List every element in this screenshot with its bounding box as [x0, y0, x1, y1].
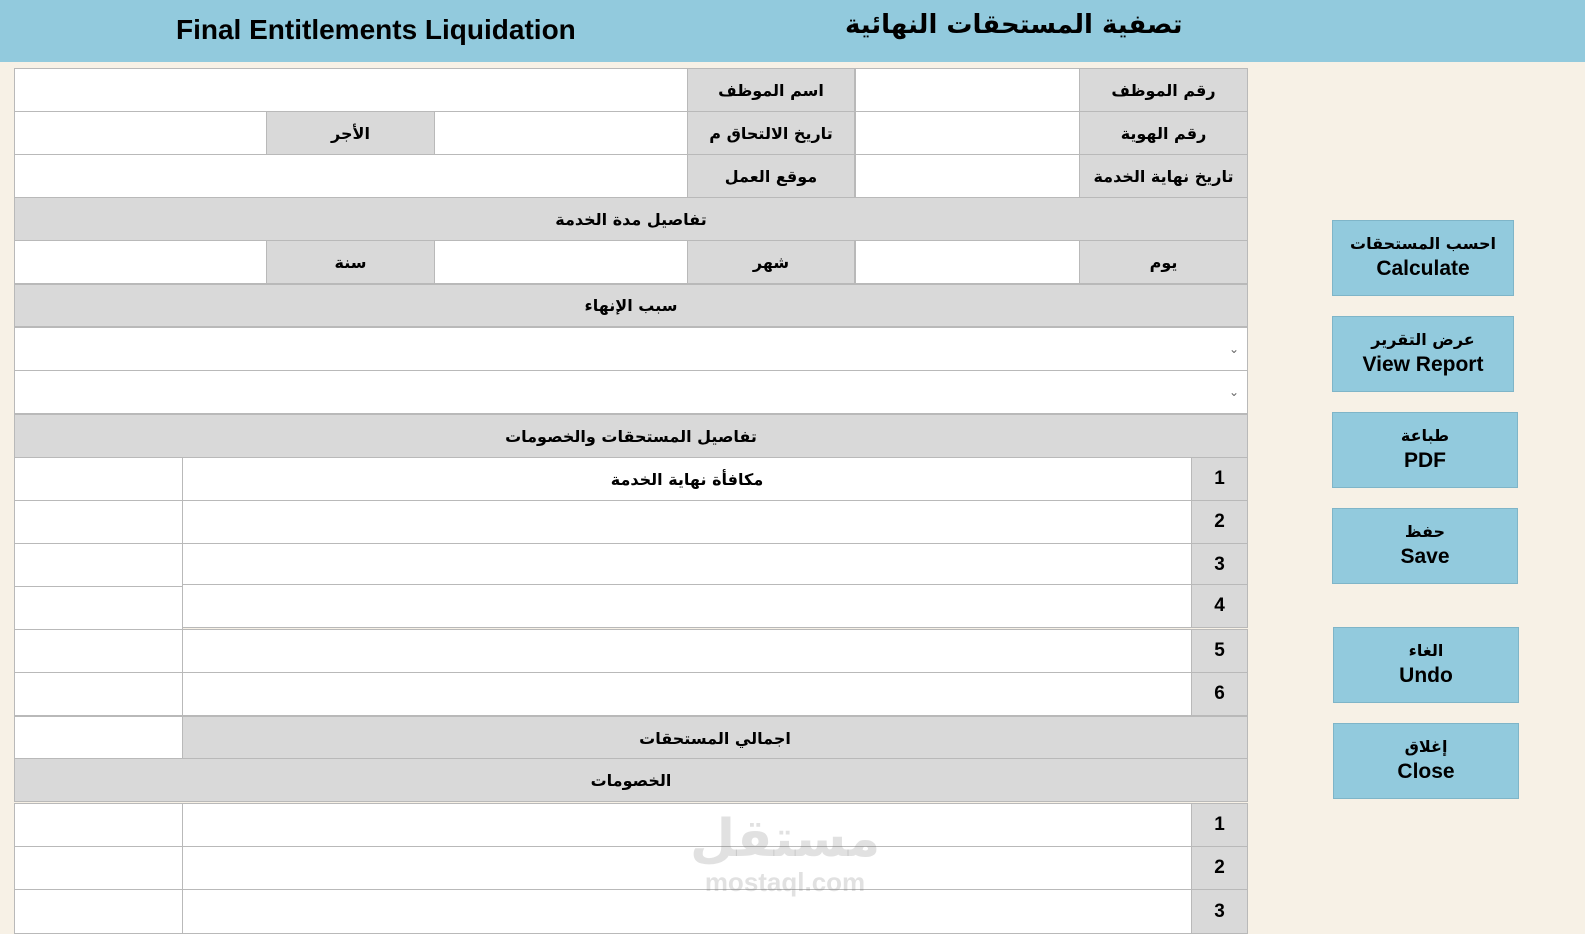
- termination-reason-header: سبب الإنهاء: [14, 284, 1248, 327]
- years-field[interactable]: [14, 240, 267, 284]
- entitlement-amount-field[interactable]: [14, 629, 183, 673]
- id-number-label: رقم الهوية: [1079, 111, 1248, 155]
- save-button[interactable]: [1332, 508, 1518, 584]
- entitlement-desc[interactable]: [182, 543, 1192, 585]
- end-date-field[interactable]: [855, 154, 1080, 198]
- work-location-label: موقع العمل: [687, 154, 855, 198]
- view-report-button-ar: عرض التقرير: [1371, 330, 1475, 349]
- deductions-header: الخصومات: [14, 758, 1248, 802]
- row-number: 4: [1191, 584, 1248, 628]
- employee-name-field[interactable]: [14, 68, 688, 112]
- day-label: يوم: [1079, 240, 1248, 284]
- join-date-label: تاريخ الالتحاق م: [687, 111, 855, 155]
- close-button-en: Close: [1397, 760, 1455, 783]
- chevron-down-icon[interactable]: ⌄: [1228, 385, 1240, 399]
- close-button[interactable]: [1333, 723, 1519, 799]
- entitlement-desc[interactable]: مكافأة نهاية الخدمة: [182, 457, 1192, 501]
- page-title-ar: تصفية المستحقات النهائية: [845, 10, 1183, 40]
- chevron-down-icon[interactable]: ⌄: [1228, 342, 1240, 356]
- deduction-desc[interactable]: [182, 803, 1192, 847]
- watermark-en: mostaql.com: [704, 867, 866, 897]
- entitlement-amount-field[interactable]: [14, 500, 183, 544]
- employee-number-label: رقم الموظف: [1079, 68, 1248, 112]
- employee-name-label: اسم الموظف: [687, 68, 855, 112]
- header-bar: [0, 0, 1585, 62]
- entitlement-amount-field[interactable]: [14, 457, 183, 501]
- calculate-button[interactable]: [1332, 220, 1514, 296]
- row-number: 2: [1191, 846, 1248, 890]
- deduction-desc[interactable]: [182, 889, 1192, 934]
- month-label: شهر: [687, 240, 855, 284]
- deduction-desc[interactable]: [182, 846, 1192, 890]
- row-number: 3: [1191, 889, 1248, 934]
- employee-number-field[interactable]: [855, 68, 1080, 112]
- join-date-field[interactable]: [434, 111, 688, 155]
- watermark-ar: مستقل: [690, 809, 881, 869]
- entitlement-desc[interactable]: [182, 500, 1192, 544]
- page-title-en: Final Entitlements Liquidation: [176, 14, 576, 45]
- entitlement-desc[interactable]: [182, 584, 1192, 628]
- view-report-button[interactable]: [1332, 316, 1514, 392]
- months-field[interactable]: [434, 240, 688, 284]
- days-field[interactable]: [855, 240, 1080, 284]
- calculate-button-ar: احسب المستحقات: [1350, 234, 1496, 253]
- row-number: 3: [1191, 543, 1248, 587]
- calculate-button-en: Calculate: [1376, 257, 1470, 280]
- watermark-logo: [690, 810, 880, 896]
- entitlement-amount-field[interactable]: [14, 586, 183, 630]
- row-number: 6: [1191, 672, 1248, 716]
- pdf-button-ar: طباعة: [1400, 426, 1450, 445]
- total-entitlements-label: اجمالي المستحقات: [182, 716, 1248, 760]
- entitlement-desc[interactable]: [182, 672, 1192, 716]
- entitlement-amount-field[interactable]: [14, 543, 183, 587]
- entitlement-desc[interactable]: [182, 629, 1192, 673]
- deduction-amount-field[interactable]: [14, 803, 183, 847]
- view-report-button-en: View Report: [1362, 353, 1484, 376]
- end-date-label: تاريخ نهاية الخدمة: [1079, 154, 1248, 198]
- total-entitlements-field[interactable]: [14, 716, 183, 760]
- row-number: 2: [1191, 500, 1248, 544]
- undo-button[interactable]: [1333, 627, 1519, 703]
- entitlement-amount-field[interactable]: [14, 672, 183, 716]
- year-label: سنة: [266, 240, 435, 284]
- undo-button-ar: الغاء: [1408, 641, 1444, 660]
- service-details-header: تفاصيل مدة الخدمة: [14, 197, 1248, 241]
- work-location-field[interactable]: [14, 154, 688, 198]
- entitlements-header: تفاصيل المستحقات والخصومات: [14, 414, 1248, 458]
- termination-reason-select[interactable]: [14, 327, 1248, 371]
- wage-field[interactable]: [14, 111, 267, 155]
- save-button-ar: حفظ: [1404, 522, 1446, 541]
- termination-detail-select[interactable]: [14, 370, 1248, 414]
- pdf-button-en: PDF: [1404, 449, 1446, 472]
- row-number: 1: [1191, 803, 1248, 847]
- deduction-amount-field[interactable]: [14, 889, 183, 934]
- row-number: 1: [1191, 457, 1248, 501]
- save-button-en: Save: [1400, 545, 1450, 568]
- row-number: 5: [1191, 629, 1248, 673]
- id-number-field[interactable]: [855, 111, 1080, 155]
- deduction-amount-field[interactable]: [14, 846, 183, 890]
- pdf-button[interactable]: [1332, 412, 1518, 488]
- close-button-ar: إغلاق: [1404, 737, 1448, 756]
- undo-button-en: Undo: [1399, 664, 1453, 687]
- wage-label: الأجر: [266, 111, 435, 155]
